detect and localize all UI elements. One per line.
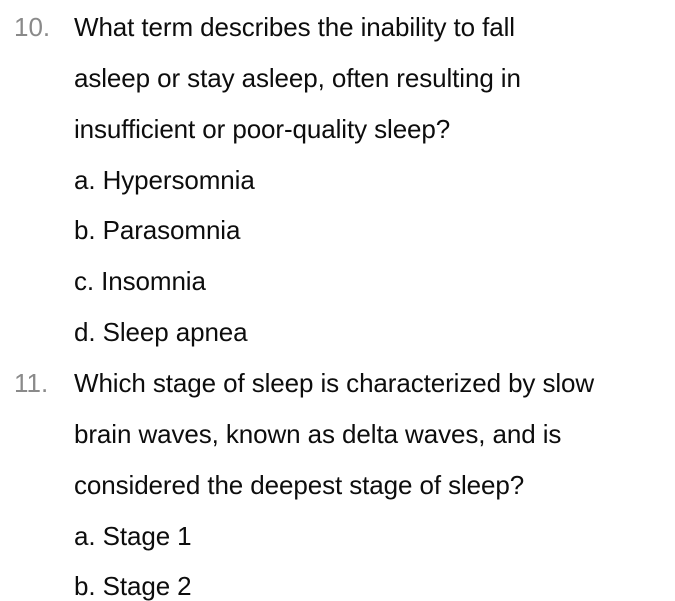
answer-option: a. Stage 1: [74, 521, 192, 551]
question-text-line: insufficient or poor-quality sleep?: [74, 114, 451, 144]
answer-option: c. Insomnia: [74, 266, 206, 296]
question-text-line: What term describes the inability to fall: [74, 12, 515, 42]
question-text-line: Which stage of sleep is characterized by slow: [74, 368, 595, 398]
answer-option: d. Sleep apnea: [74, 317, 248, 347]
answer-option: b. Stage 2: [74, 571, 192, 601]
answer-option: a. Hypersomnia: [74, 165, 255, 195]
question-text-line: considered the deepest stage of sleep?: [74, 470, 525, 500]
question-text-line: asleep or stay asleep, often resulting in: [74, 63, 521, 93]
answer-option: b. Parasomnia: [74, 215, 241, 245]
question-number: 10.: [14, 12, 51, 42]
question-text-line: brain waves, known as delta waves, and is: [74, 419, 562, 449]
question-number: 11.: [14, 368, 49, 398]
